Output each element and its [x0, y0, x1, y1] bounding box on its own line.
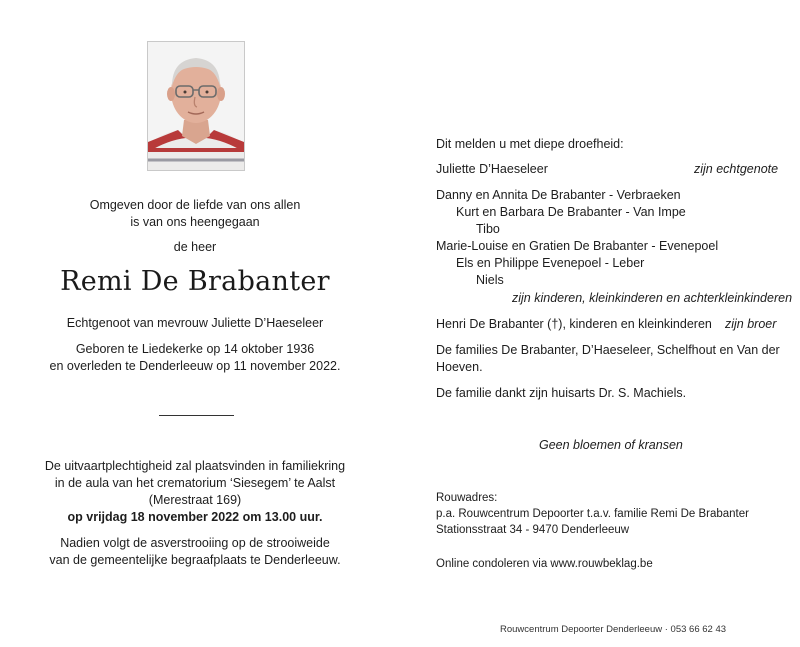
- birth-line: Geboren te Liedekerke op 14 oktober 1936: [75, 342, 315, 356]
- deceased-name: Remi De Brabanter: [60, 266, 330, 297]
- right-panel: [436, 0, 793, 647]
- address-label: Rouwadres:: [436, 492, 498, 504]
- intro-line-2: is van ons heengegaan: [130, 215, 260, 229]
- brother-line: Henri De Brabanter (†), kinderen en kleinkinderen: [436, 317, 712, 331]
- divider: [159, 415, 234, 416]
- funeral-line-2: in de aula van het crematorium ‘Siesegem’ te Aalst: [54, 476, 336, 490]
- families-line-2: Hoeven.: [436, 360, 483, 374]
- online-condolence: Online condoleren via www.rouwbeklag.be: [436, 558, 653, 570]
- spouse-line: Echtgenoot van mevrouw Juliette D’Haeseleer: [66, 316, 324, 330]
- families-line-1: De families De Brabanter, D’Haeseleer, Schelfhout en Van der: [436, 343, 780, 357]
- address-line-2: Stationsstraat 34 - 9470 Denderleeuw: [436, 524, 630, 536]
- portrait-photo: [147, 41, 245, 171]
- great-grandchild-1: Tibo: [476, 222, 500, 236]
- death-line: en overleden te Denderleeuw op 11 november 2022.: [49, 359, 341, 373]
- wife-name: Juliette D’Haeseleer: [436, 162, 548, 176]
- announcement: Dit melden u met diepe droefheid:: [436, 137, 624, 151]
- intro-line-1: Omgeven door de liefde van ons allen: [89, 198, 301, 212]
- footer-funeral-home: Rouwcentrum Depoorter Denderleeuw · 053 66 62 43: [500, 624, 727, 635]
- children-relation: zijn kinderen, kleinkinderen en achterkleinkinderen: [512, 291, 793, 305]
- funeral-line-3: (Merestraat 169): [148, 493, 242, 507]
- brother-relation: zijn broer: [725, 317, 777, 331]
- funeral-date: op vrijdag 18 november 2022 om 13.00 uur.: [67, 510, 323, 524]
- portrait-illustration: [148, 42, 244, 170]
- title-text: de heer: [173, 240, 217, 254]
- wife-relation: zijn echtgenote: [694, 162, 779, 176]
- no-flowers-note: Geen bloemen of kransen: [539, 438, 683, 452]
- great-grandchild-2: Niels: [476, 273, 504, 287]
- left-panel: [0, 0, 390, 647]
- child-2: Marie-Louise en Gratien De Brabanter - Evenepoel: [436, 239, 719, 253]
- address-line-1: p.a. Rouwcentrum Depoorter t.a.v. familie Remi De Brabanter: [436, 508, 749, 520]
- grandchild-1: Kurt en Barbara De Brabanter - Van Impe: [456, 205, 686, 219]
- child-1: Danny en Annita De Brabanter - Verbraeken: [436, 188, 681, 202]
- ashes-line-2: van de gemeentelijke begraafplaats te Denderleeuw.: [49, 553, 341, 567]
- funeral-line-1: De uitvaartplechtigheid zal plaatsvinden in familiekring: [44, 459, 346, 473]
- ashes-line-1: Nadien volgt de asverstrooiing op de strooiweide: [60, 536, 330, 550]
- grandchild-2: Els en Philippe Evenepoel - Leber: [456, 256, 645, 270]
- doctor-thanks: De familie dankt zijn huisarts Dr. S. Machiels.: [436, 386, 687, 400]
